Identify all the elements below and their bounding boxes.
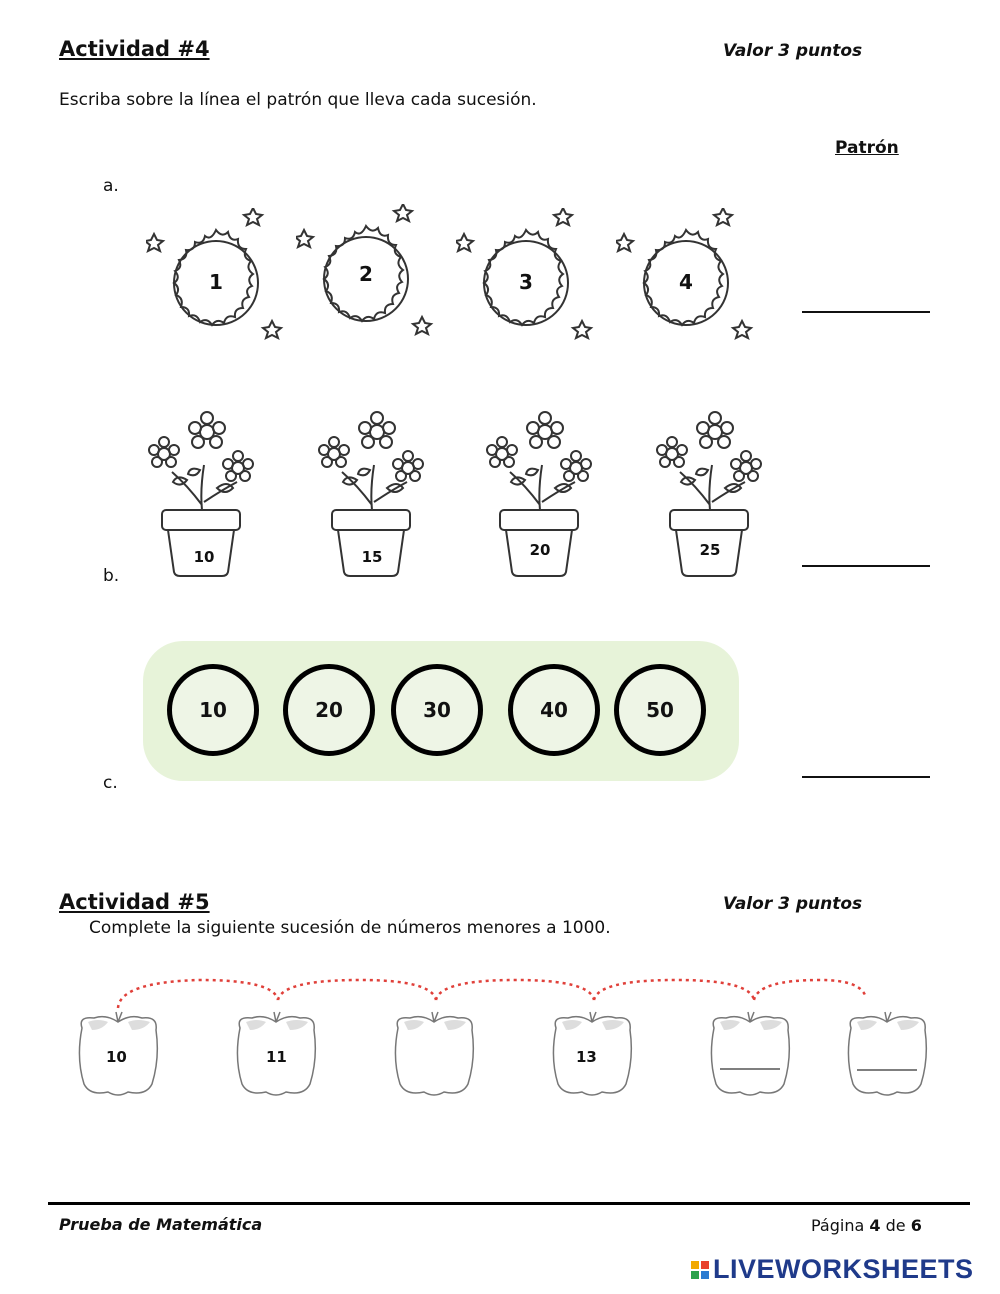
pot-number: 10 [193, 548, 215, 566]
pot-number: 20 [529, 541, 551, 559]
pepper-item [388, 1008, 480, 1100]
activity4-instruction: Escriba sobre la línea el patrón que lleva cada sucesión. [59, 90, 537, 110]
sun-number: 3 [519, 270, 533, 294]
pepper-number: 11 [266, 1048, 287, 1066]
patron-header: Patrón [835, 138, 899, 158]
sun-item [296, 204, 436, 344]
activity5-value: Valor 3 puntos [723, 894, 863, 914]
flower-pot-item [312, 410, 432, 580]
flower-pot-item [650, 410, 770, 580]
pepper-number: 10 [106, 1048, 127, 1066]
ring-number: 10 [167, 664, 259, 756]
sun-number: 2 [359, 262, 373, 286]
pepper-number: 13 [576, 1048, 597, 1066]
of-word: de [885, 1216, 906, 1235]
brand-name: LIVEWORKSHEETS [713, 1254, 974, 1284]
flower-pot-item [480, 410, 600, 580]
activity5-title: Actividad #5 [59, 890, 210, 914]
ring-number: 30 [391, 664, 483, 756]
answer-line-b[interactable] [802, 565, 930, 567]
activity5-instruction: Complete la siguiente sucesión de números menores a 1000. [89, 918, 611, 938]
label-c: c. [103, 773, 118, 793]
footer-rule [48, 1202, 970, 1205]
pepper-item [72, 1008, 164, 1100]
pepper-icon [388, 1008, 480, 1100]
label-b: b. [103, 566, 120, 586]
label-a: a. [103, 176, 119, 196]
page-number: 4 [869, 1216, 881, 1235]
ring-number: 50 [614, 664, 706, 756]
activity4-value: Valor 3 puntos [723, 41, 863, 61]
pepper-icon [841, 1008, 933, 1100]
pepper-item [230, 1008, 322, 1100]
pot-number: 25 [699, 541, 721, 559]
flower-pot-item [142, 410, 262, 580]
pepper-item [704, 1008, 796, 1100]
footer-page [811, 1216, 922, 1235]
pepper-item [546, 1008, 638, 1100]
page-word: Página [811, 1216, 865, 1235]
sun-number: 4 [679, 270, 693, 294]
footer-title: Prueba de Matemática [59, 1215, 263, 1234]
sun-item [146, 208, 286, 348]
pepper-item [841, 1008, 933, 1100]
ring-number: 20 [283, 664, 375, 756]
pepper-icon [704, 1008, 796, 1100]
sun-number: 1 [209, 270, 223, 294]
answer-line-a[interactable] [802, 311, 930, 313]
ring-number: 40 [508, 664, 600, 756]
sun-item [616, 208, 756, 348]
pot-number: 15 [361, 548, 383, 566]
page-total: 6 [910, 1216, 922, 1235]
answer-line-c[interactable] [802, 776, 930, 778]
activity4-title: Actividad #4 [59, 37, 210, 61]
liveworksheets-logo[interactable] [691, 1254, 974, 1285]
logo-cube-icon [691, 1261, 709, 1279]
sun-item [456, 208, 596, 348]
